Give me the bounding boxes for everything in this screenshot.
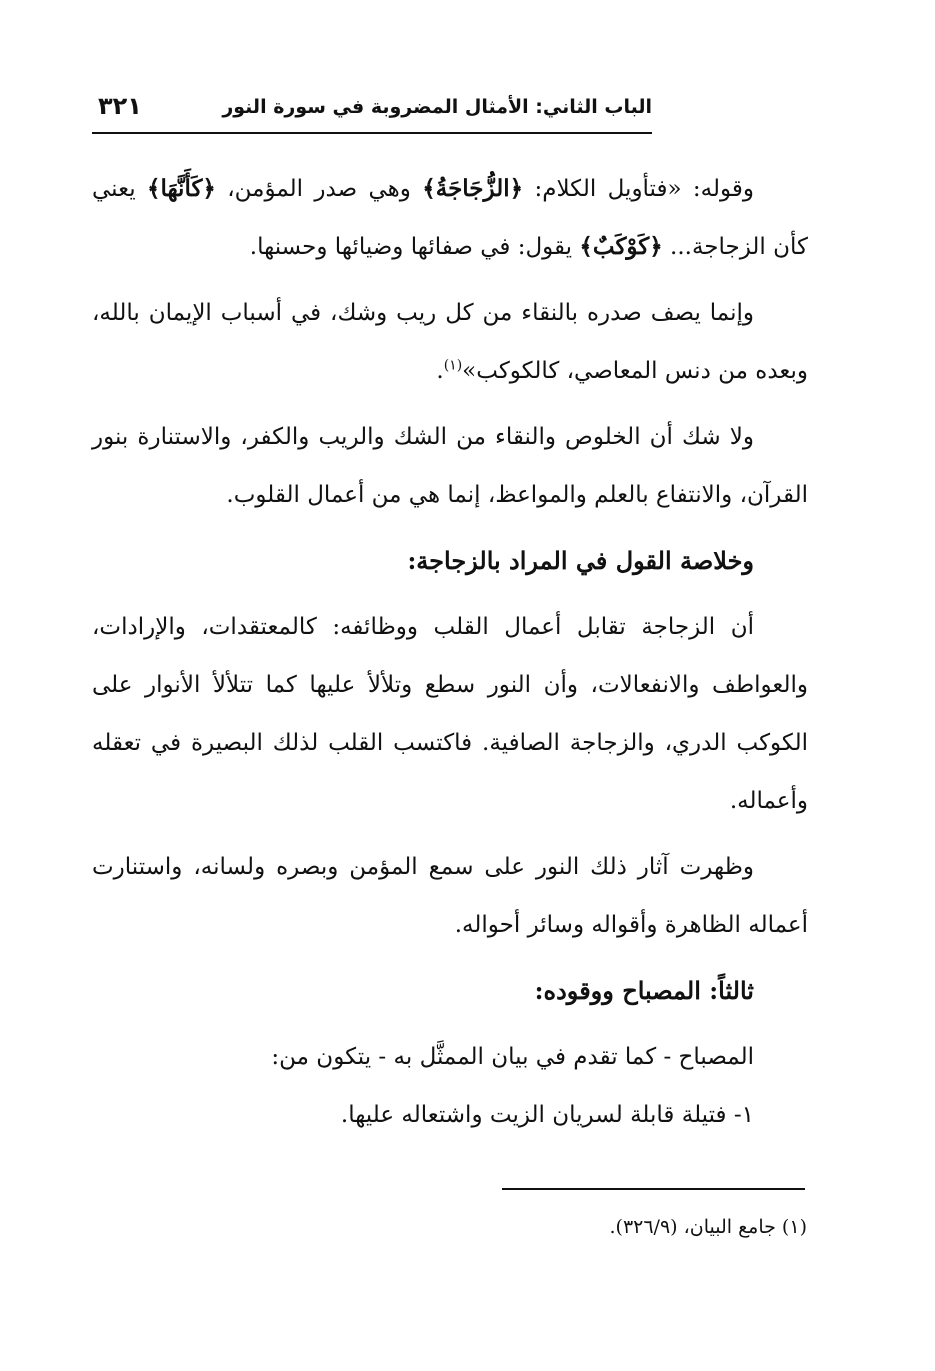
paragraph-3: ولا شك أن الخلوص والنقاء من الشك والريب والكفر، والاستنارة بنور القرآن، والانتفاع بالعلم والمواعظ، إنما هي من أعمال القلوب.: [92, 424, 808, 508]
running-header: [92, 92, 652, 134]
quran-word-kawkab: ﴿كَوْكَبٌ﴾: [579, 233, 663, 260]
page-number: ٣٢١: [98, 92, 142, 120]
paragraph-2-end: .: [436, 358, 444, 384]
list-item-1: ١- فتيلة قابلة لسريان الزيت واشتعاله عليها.: [340, 1102, 754, 1128]
footnote: (١) جامع البيان، (٣٢٦/٩).: [609, 1216, 807, 1238]
paragraph-1-tail: يقول: في صفائها وضيائها وحسنها.: [249, 234, 580, 260]
paragraph-1-mid2: يعني كأن الزجاجة...: [92, 176, 808, 260]
paragraph-6: المصباح - كما تقدم في بيان الممثَّل به - يتكون من:: [271, 1044, 754, 1070]
paragraph-1-lead: وقوله: «فتأويل الكلام:: [523, 176, 754, 202]
section-heading-misbah: ثالثاً: المصباح ووقوده:: [534, 976, 754, 1005]
paragraph-2-text: وإنما يصف صدره بالنقاء من كل ريب وشك، في أسباب الإيمان بالله، وبعده من دنس المعاصي، كالكوكب»: [92, 300, 808, 384]
section-heading-zujaja: وخلاصة القول في المراد بالزجاجة:: [407, 546, 754, 575]
paragraph-1-mid: وهي صدر المؤمن،: [215, 176, 423, 202]
paragraph-1: [92, 160, 808, 276]
paragraph-4: أن الزجاجة تقابل أعمال القلب ووظائفه: كالمعتقدات، والإرادات، والعواطف والانفعالات، وأن النور سطع وتلألأ عليها كما تتلألأ الأنوار على الكوكب الدري، والزجاجة الصافية. فاكتسب القلب لذلك البصيرة في تعقله وأعماله.: [92, 614, 808, 814]
paragraph-2: [92, 284, 808, 400]
page-body: [92, 160, 808, 1144]
footnote-marker: (١): [443, 357, 463, 374]
paragraph-5: وظهرت آثار ذلك النور على سمع المؤمن وبصره ولسانه، واستنارت أعماله الظاهرة وأقواله وسائر أحواله.: [92, 854, 808, 938]
chapter-title: الباب الثاني: الأمثال المضروبة في سورة النور: [222, 96, 652, 118]
quran-word-kaannaha: ﴿كَأَنَّهَا﴾: [146, 175, 216, 202]
quran-word-zujaja: ﴿الزُّجَاجَةُ﴾: [422, 175, 524, 202]
footnote-divider: [502, 1188, 805, 1190]
